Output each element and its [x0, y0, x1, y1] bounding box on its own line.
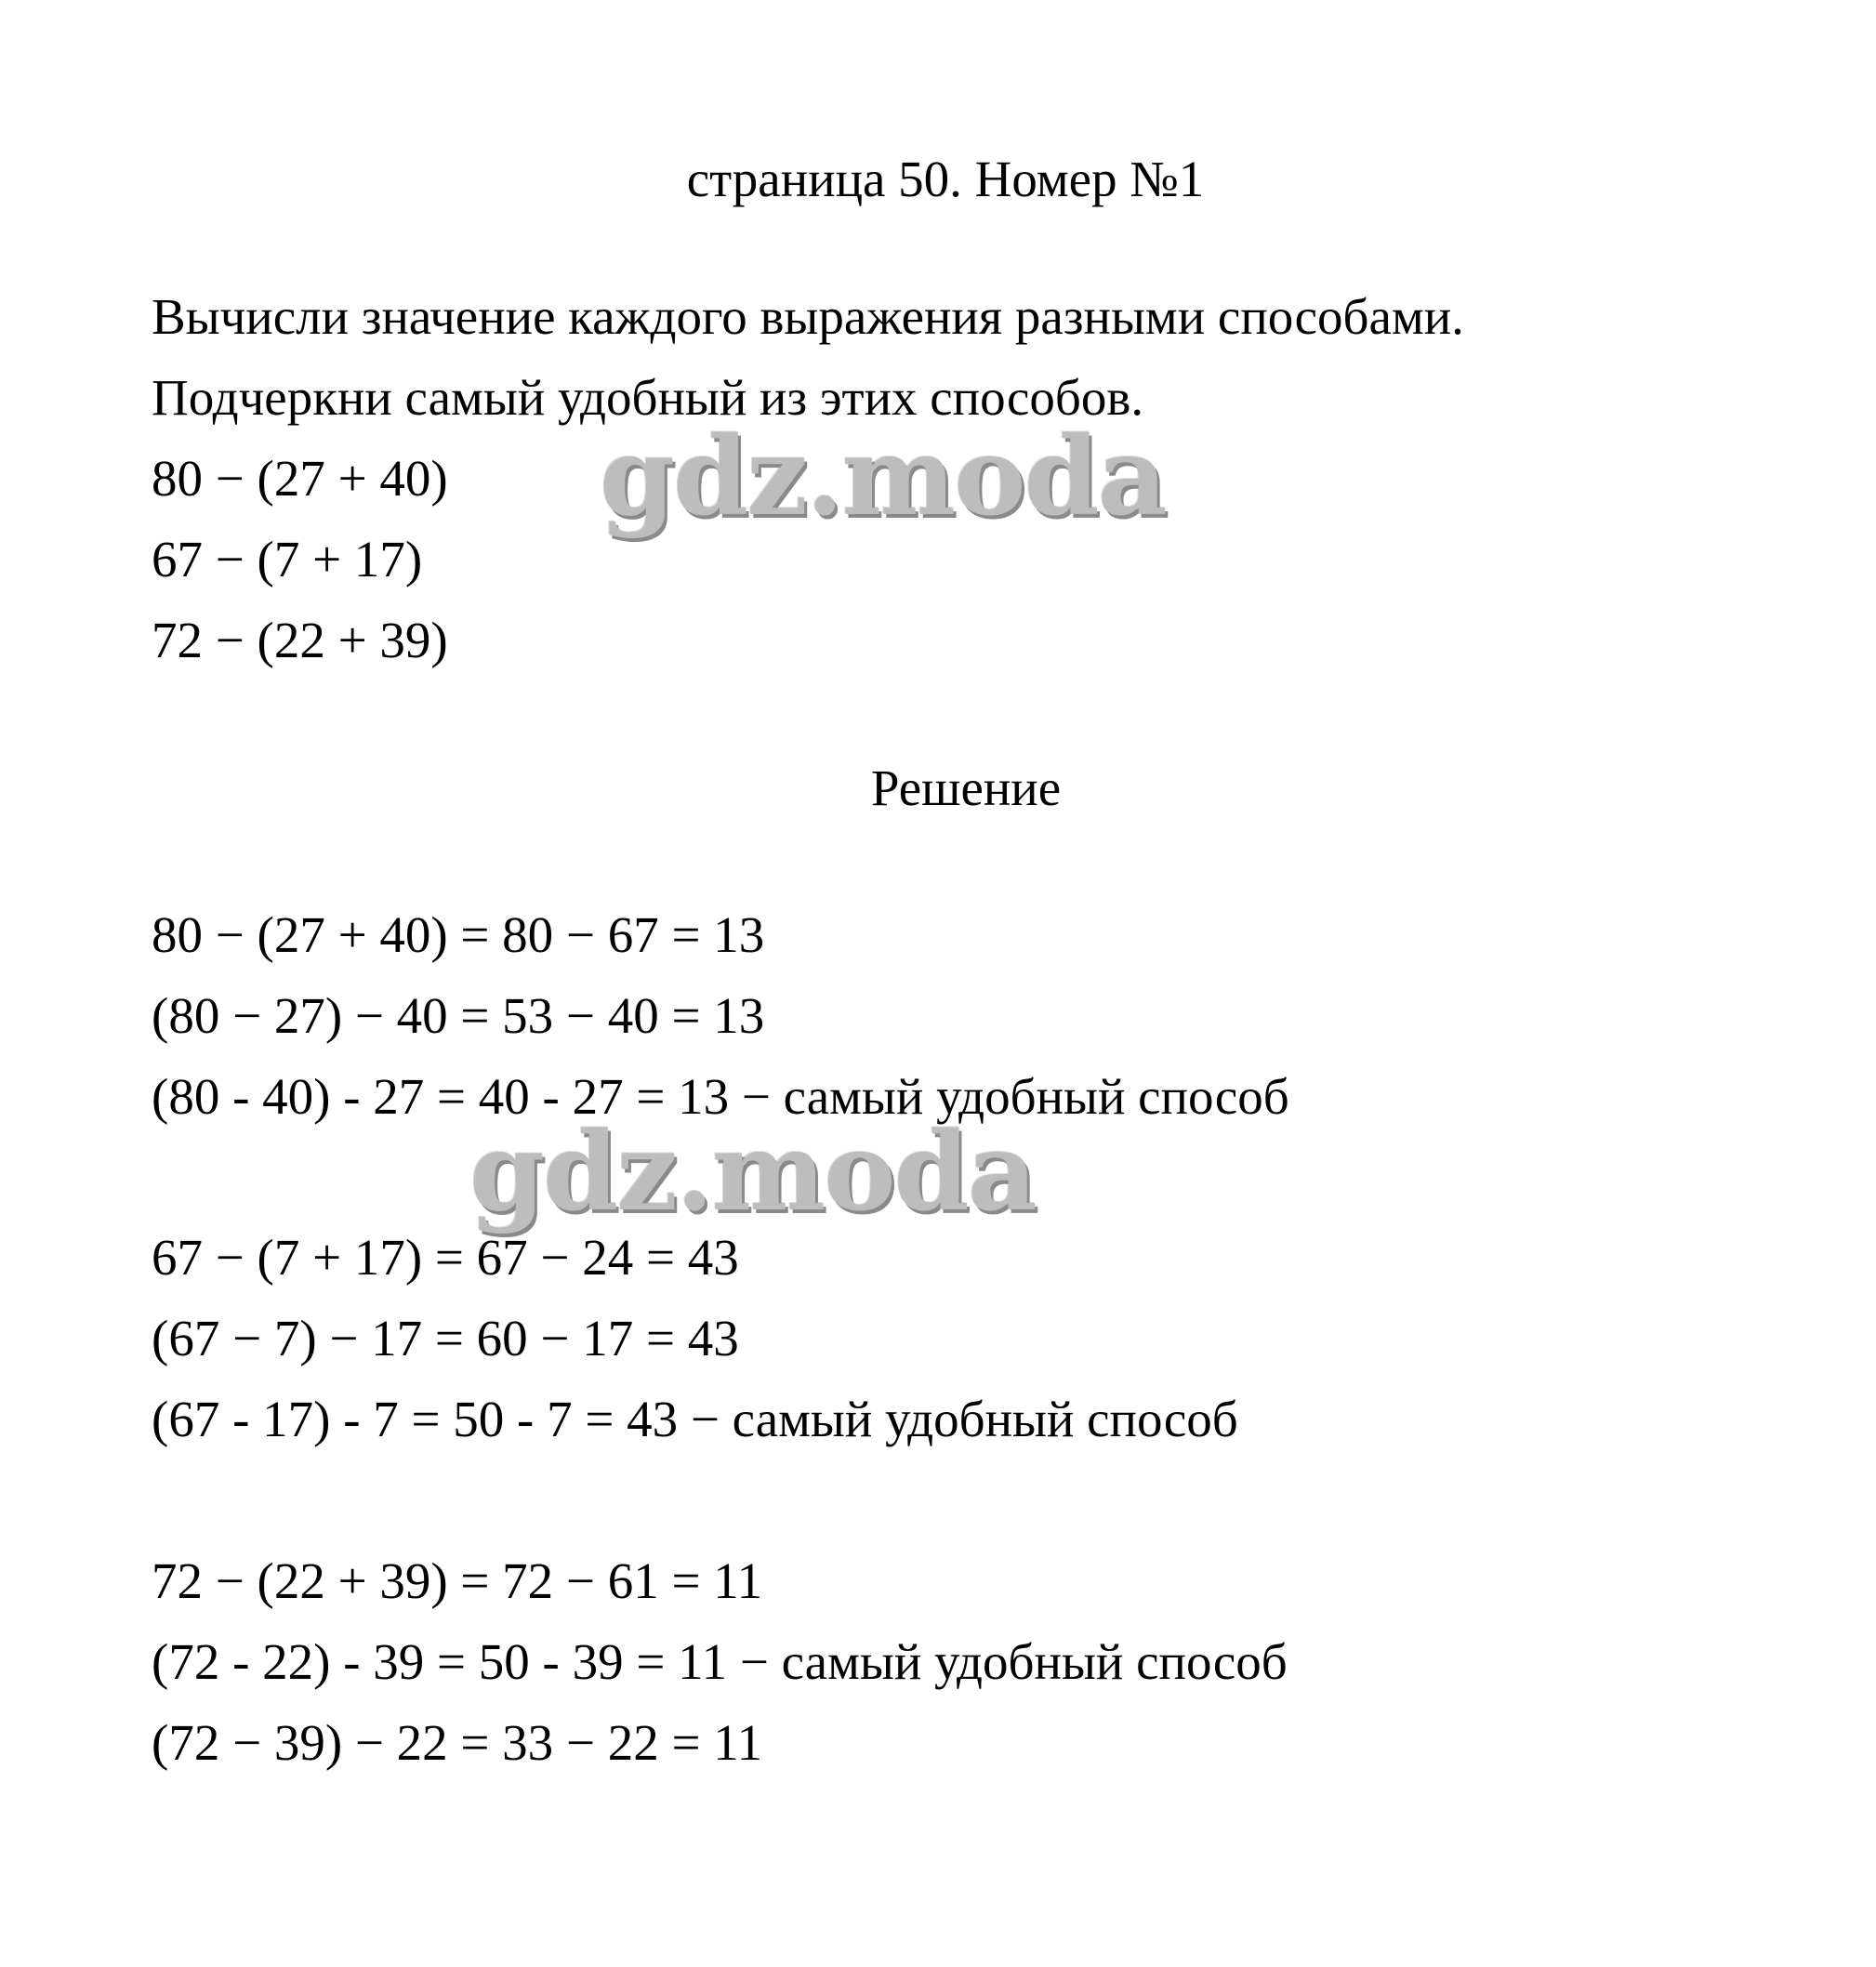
watermark-logo: gdz.moda [600, 414, 1166, 540]
solution-heading: Решение [870, 759, 1062, 816]
solution-line: 67 − (7 + 17) = 67 − 24 = 43 [152, 1229, 739, 1286]
solution-line: (72 − 39) − 22 = 33 − 22 = 11 [152, 1714, 763, 1771]
solution-line: 80 − (27 + 40) = 80 − 67 = 13 [152, 906, 765, 963]
watermark-logo: gdz.moda [469, 1109, 1036, 1235]
page-title: страница 50. Номер №1 [686, 151, 1205, 207]
task-expression: 67 − (7 + 17) [152, 531, 423, 587]
task-expression: 72 − (22 + 39) [152, 612, 448, 668]
solution-line: (67 − 7) − 17 = 60 − 17 = 43 [152, 1310, 739, 1366]
solution-line: (80 − 27) − 40 = 53 − 40 = 13 [152, 987, 765, 1044]
solution-line: (67 - 17) - 7 = 50 - 7 = 43 − самый удобный способ [152, 1391, 1238, 1447]
task-instruction-line-2: Подчеркни самый удобный из этих способов. [152, 369, 1144, 426]
task-instruction-line-1: Вычисли значение каждого выражения разными способами. [152, 288, 1464, 345]
solution-line: (80 - 40) - 27 = 40 - 27 = 13 − самый удобный способ [152, 1068, 1289, 1125]
solution-line: (72 - 22) - 39 = 50 - 39 = 11 − самый удобный способ [152, 1633, 1288, 1690]
solution-line: 72 − (22 + 39) = 72 − 61 = 11 [152, 1552, 763, 1609]
task-expression: 80 − (27 + 40) [152, 450, 448, 507]
